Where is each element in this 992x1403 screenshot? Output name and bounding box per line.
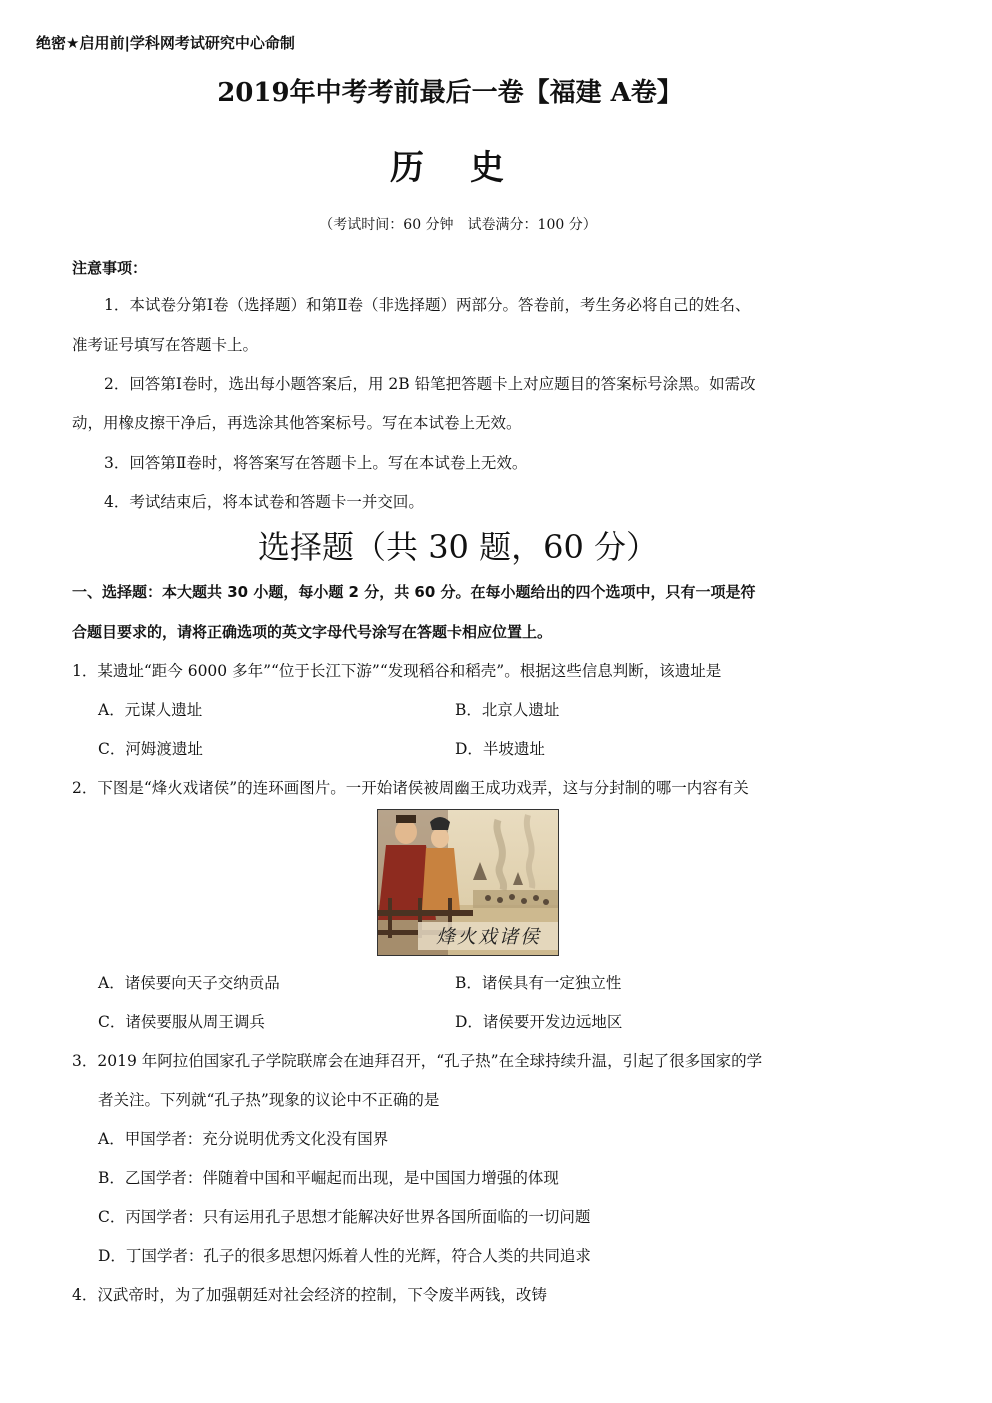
- subject-char-2: 史: [470, 148, 510, 188]
- notice-line-6: 4．考试结束后，将本试卷和答题卡一并交回。: [104, 493, 424, 511]
- question-2-stem: 2．下图是“烽火戏诸侯”的连环画图片。一开始诸侯被周幽王成功戏弄，这与分封制的哪一内容有关: [72, 779, 749, 797]
- notice-line-4: 动，用橡皮擦干净后，再选涂其他答案标号。写在本试卷上无效。: [72, 414, 522, 432]
- question-2-option-b: B．诸侯具有一定独立性: [455, 974, 622, 992]
- notice-line-5: 3．回答第Ⅱ卷时，将答案写在答题卡上。写在本试卷上无效。: [104, 454, 528, 472]
- question-3-option-d: D．丁国学者：孔子的很多思想闪烁着人性的光辉，符合人类的共同追求: [98, 1247, 591, 1265]
- notice-line-2: 准考证号填写在答题卡上。: [72, 336, 259, 354]
- comic-illustration: [377, 809, 559, 956]
- question-3-option-c: C．丙国学者：只有运用孔子思想才能解决好世界各国所面临的一切问题: [98, 1208, 591, 1226]
- question-2-option-a: A．诸侯要向天子交纳贡品: [98, 974, 280, 992]
- question-1-stem: 1．某遗址“距今 6000 多年”“位于长江下游”“发现稻谷和稻壳”。根据这些信息判断，该遗址是: [72, 662, 722, 680]
- question-1-option-c: C．河姆渡遗址: [98, 740, 203, 758]
- exam-info: （考试时间：60 分钟 试卷满分：100 分）: [319, 217, 597, 233]
- notice-line-3: 2．回答第Ⅰ卷时，选出每小题答案后，用 2B 铅笔把答题卡上对应题目的答案标号涂黑。如需改: [104, 375, 756, 393]
- question-3-stem-1: 3．2019 年阿拉伯国家孔子学院联席会在迪拜召开，“孔子热”在全球持续升温，引起了很多国家的学: [72, 1052, 763, 1070]
- question-1-option-b: B．北京人遗址: [455, 701, 560, 719]
- question-4-stem: 4．汉武帝时，为了加强朝廷对社会经济的控制，下令废半两钱，改铸: [72, 1286, 547, 1304]
- question-2-option-c: C．诸侯要服从周王调兵: [98, 1013, 265, 1031]
- question-1-option-d: D．半坡遗址: [455, 740, 545, 758]
- question-3-option-a: A．甲国学者：充分说明优秀文化没有国界: [98, 1130, 389, 1148]
- section-instruction-2: 合题目要求的，请将正确选项的英文字母代号涂写在答题卡相应位置上。: [72, 623, 553, 641]
- notice-line-1: 1．本试卷分第Ⅰ卷（选择题）和第Ⅱ卷（非选择题）两部分。答卷前，考生务必将自己的姓名、: [104, 296, 751, 314]
- subject-char-1: 历: [390, 148, 430, 188]
- question-3-stem-2: 者关注。下列就“孔子热”现象的议论中不正确的是: [98, 1091, 440, 1109]
- page-title: 2019年中考考前最后一卷【福建 A卷】: [217, 78, 683, 108]
- section-instruction-1: 一、选择题：本大题共 30 小题，每小题 2 分，共 60 分。在每小题给出的四个选项中，只有一项是符: [72, 583, 756, 601]
- confidential-header: 绝密★启用前|学科网考试研究中心命制: [36, 34, 295, 52]
- notice-heading: 注意事项：: [72, 259, 148, 277]
- question-1-option-a: A．元谋人遗址: [98, 701, 203, 719]
- section-title: 选择题（共 30 题，60 分）: [258, 528, 658, 566]
- question-2-option-d: D．诸侯要开发边远地区: [455, 1013, 623, 1031]
- subject-title: [0, 140, 900, 189]
- comic-caption: 烽火戏诸侯: [436, 926, 542, 948]
- question-3-option-b: B．乙国学者：伴随着中国和平崛起而出现，是中国国力增强的体现: [98, 1169, 559, 1187]
